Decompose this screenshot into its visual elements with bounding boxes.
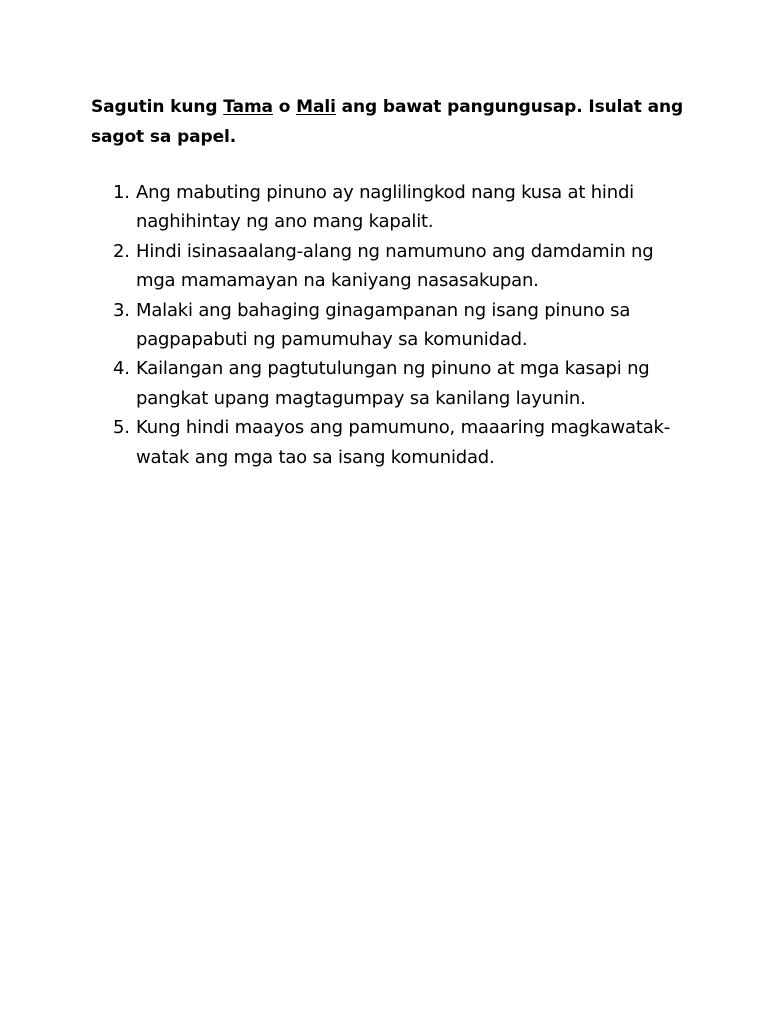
question-text: Hindi isinasaalang-alang ng namumuno ang damdamin ng mga mamamayan na kaniyang nasasakupan. [136,240,654,292]
question-number: 2. [113,240,130,262]
question-text: Kailangan ang pagtutulungan ng pinuno at mga kasapi ng pangkat upang magtagumpay sa kanilang layunin. [136,358,650,409]
tama-label: Tama [223,97,273,117]
question-item [91,237,676,296]
question-item [91,413,676,472]
instructions [91,92,691,152]
mali-label: Mali [296,97,336,117]
question-number: 5. [113,417,130,439]
question-number: 3. [113,299,130,321]
question-number: 4. [113,358,130,380]
instructions-part2: o [272,97,297,117]
question-text: Ang mabuting pinuno ay naglilingkod nang kusa at hindi naghihintay ng ano mang kapalit. [136,182,634,233]
question-number: 1. [113,182,130,203]
question-list [91,178,691,472]
question-text: Malaki ang bahaging ginagampanan ng isang pinuno sa pagpapabuti ng pamumuhay sa komunidad. [136,299,631,351]
question-item [91,296,676,355]
question-item [91,178,676,237]
instructions-part1: Sagutin kung [91,97,224,117]
instructions-part3: ang bawat pangungusap. Isulat ang sagot sa papel. [91,97,684,147]
question-text: Kung hindi maayos ang pamumuno, maaaring magkawatak-watak ang mga tao sa isang komunidad. [136,417,671,468]
question-item [91,354,676,413]
